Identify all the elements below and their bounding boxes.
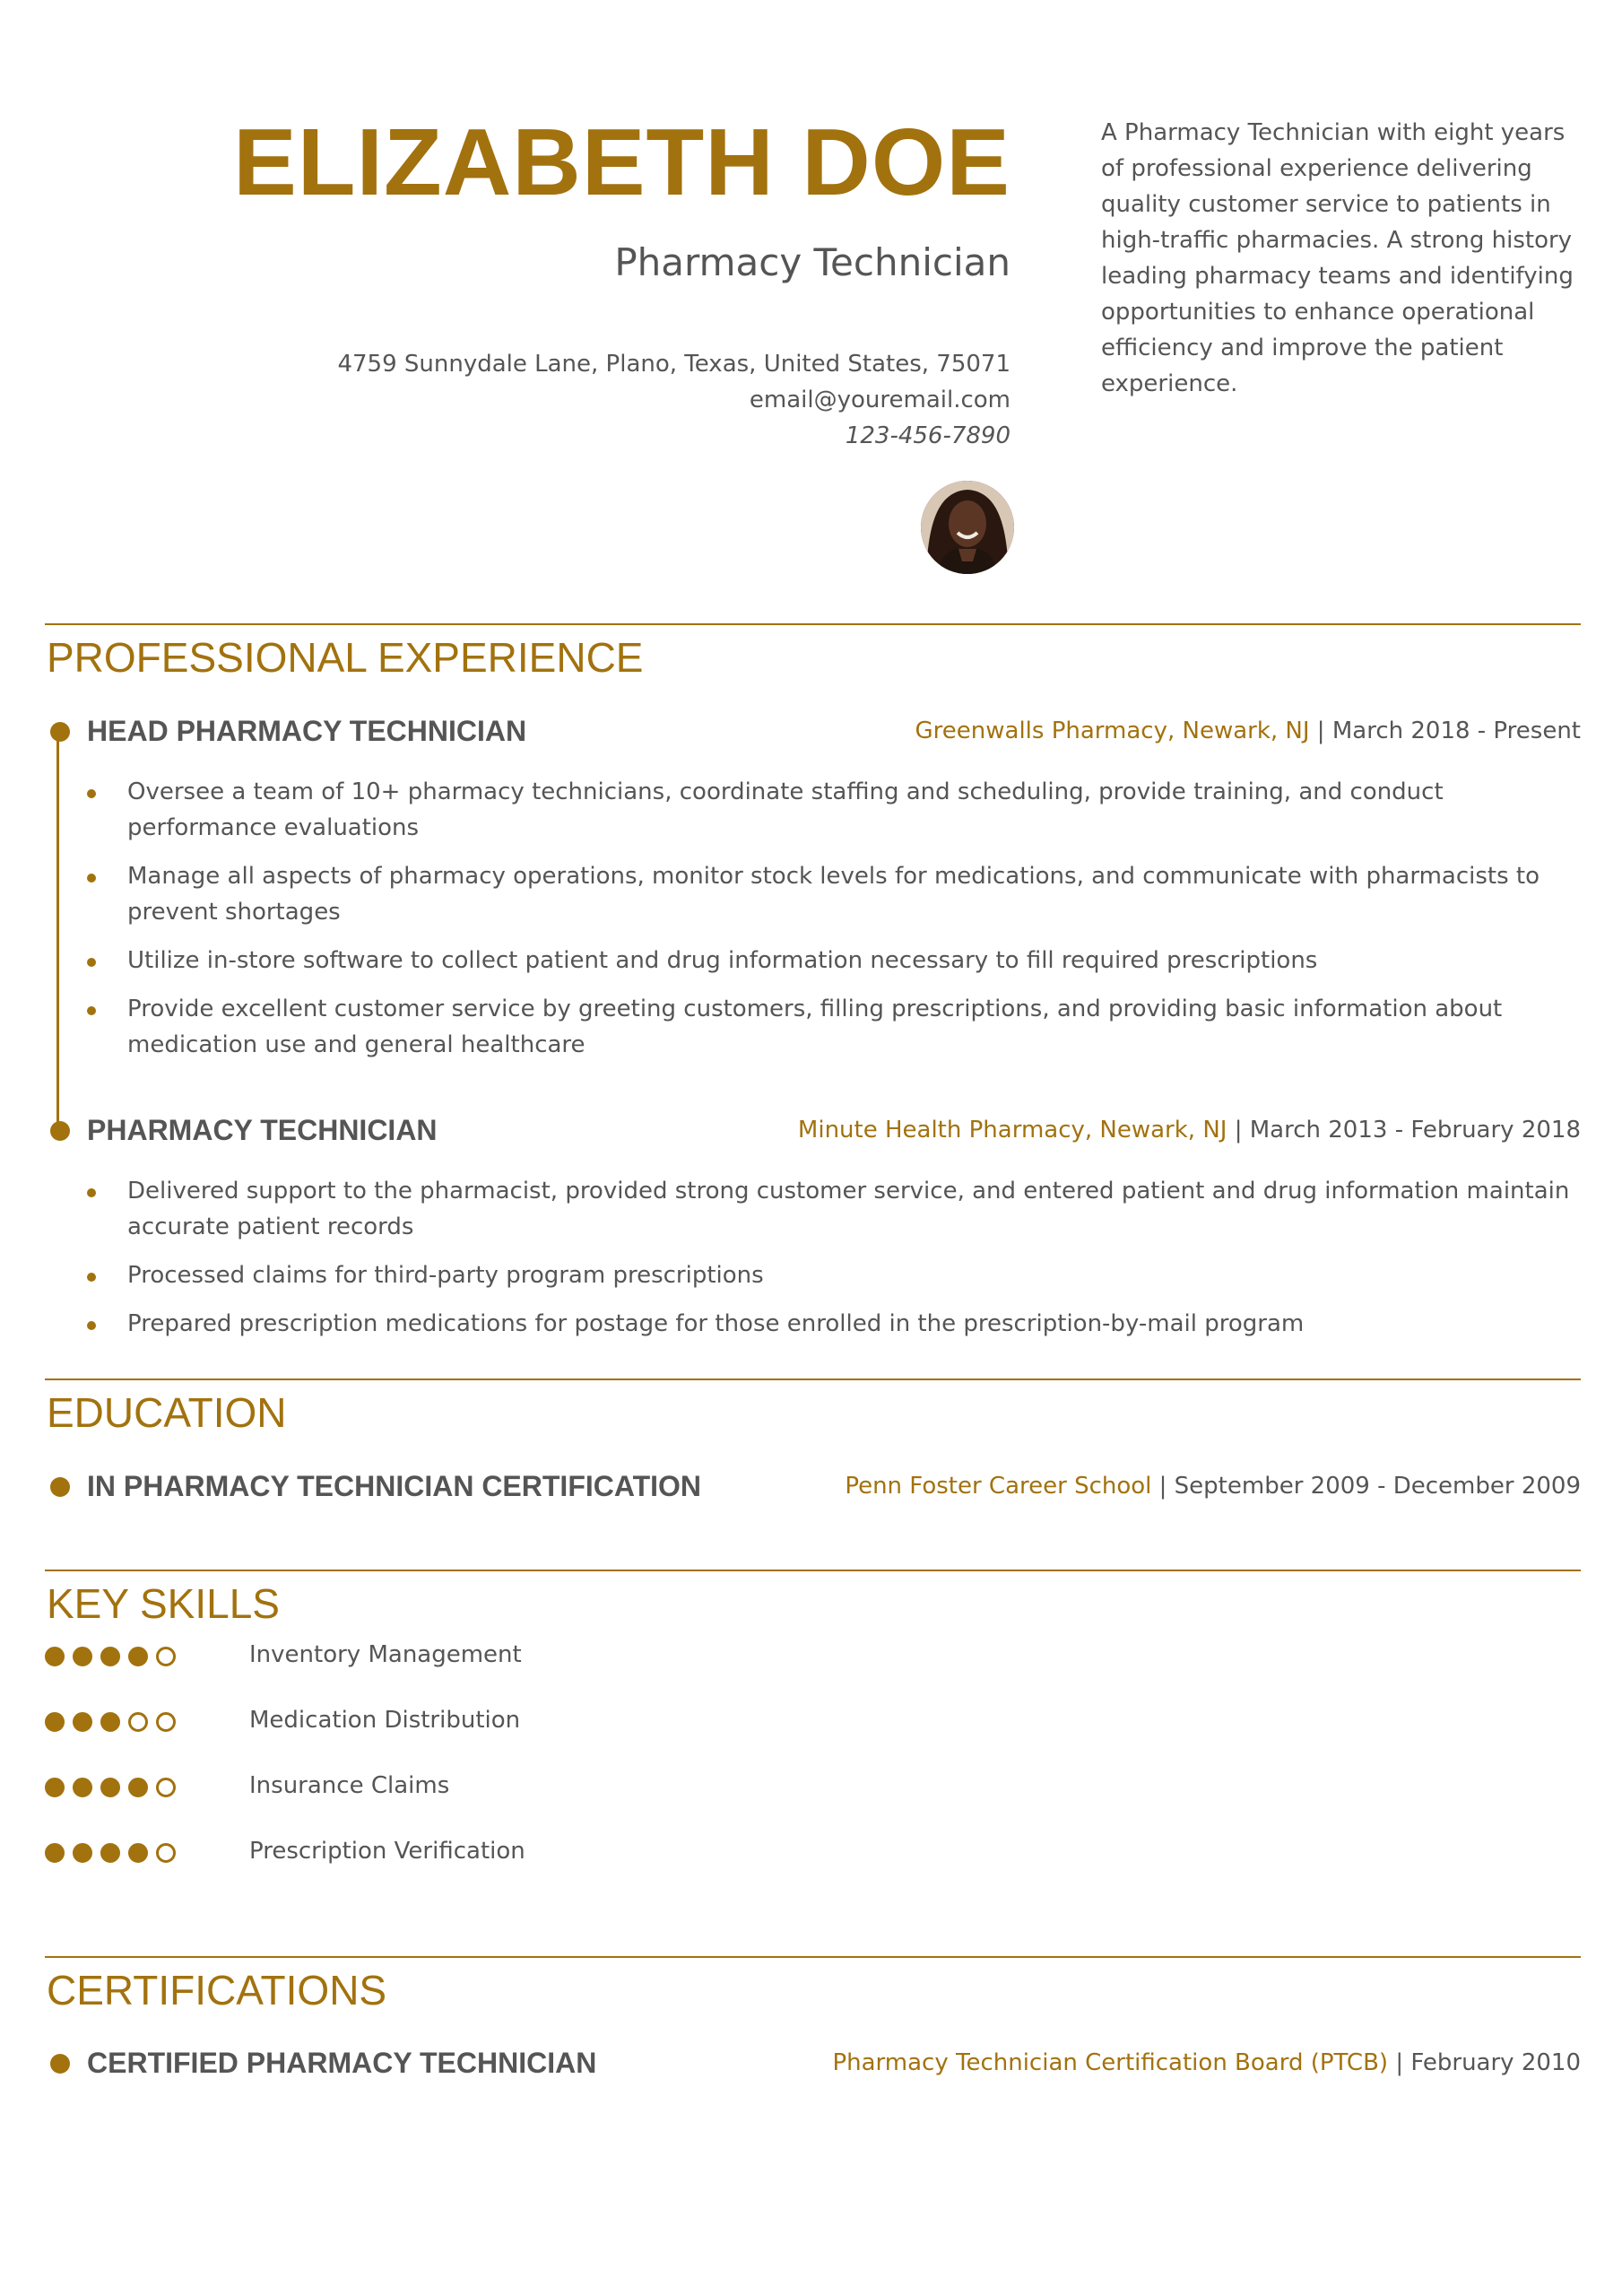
rating-dot-filled: [45, 1647, 65, 1666]
rating-dot-empty: [156, 1712, 176, 1732]
list-item: Delivered support to the pharmacist, provided strong customer service, and entered patient and drug information maintain accurate patient records: [87, 1173, 1583, 1245]
certifications-heading: CERTIFICATIONS: [47, 1967, 387, 2013]
section-divider: [45, 1378, 1581, 1380]
skill-name: Insurance Claims: [249, 1772, 450, 1799]
education-heading: EDUCATION: [47, 1389, 287, 1436]
timeline-dot: [50, 1121, 70, 1141]
certification-meta: [832, 2045, 1581, 2081]
experience-timeline: [56, 731, 59, 1133]
rating-dot-filled: [73, 1843, 92, 1863]
rating-dot-filled: [128, 1843, 148, 1863]
skill-rating: [45, 1778, 176, 1797]
rating-dot-filled: [73, 1647, 92, 1666]
rating-dot-filled: [73, 1778, 92, 1797]
skill-rating: [45, 1647, 176, 1666]
list-item: Prepared prescription medications for postage for those enrolled in the prescription-by-mail program: [87, 1306, 1583, 1342]
skill-name: Medication Distribution: [249, 1707, 521, 1734]
job-meta: [915, 713, 1581, 749]
job-meta: [798, 1112, 1581, 1148]
list-item: Processed claims for third-party program prescriptions: [87, 1257, 1583, 1293]
rating-dot-filled: [128, 1647, 148, 1666]
rating-dot-filled: [100, 1778, 120, 1797]
employer: Greenwalls Pharmacy, Newark, NJ: [915, 718, 1310, 744]
rating-dot-empty: [156, 1778, 176, 1797]
section-divider: [45, 623, 1581, 625]
job-title: HEAD PHARMACY TECHNICIAN: [87, 715, 527, 747]
employer: Minute Health Pharmacy, Newark, NJ: [797, 1117, 1227, 1144]
certification-date: | February 2010: [1388, 2049, 1581, 2076]
rating-dot-filled: [100, 1712, 120, 1732]
profile-photo: [921, 481, 1014, 574]
job-dates: | March 2018 - Present: [1309, 718, 1581, 744]
job-entry-header: [47, 713, 1581, 749]
skill-rating: [45, 1843, 176, 1863]
timeline-dot: [50, 2054, 70, 2074]
rating-dot-filled: [45, 1712, 65, 1732]
rating-dot-empty: [156, 1647, 176, 1666]
job-bullets: [87, 1173, 1583, 1354]
timeline-dot: [50, 1477, 70, 1497]
skill-rating: [45, 1712, 176, 1732]
skill-name: Prescription Verification: [249, 1838, 525, 1865]
education-dates: | September 2009 - December 2009: [1151, 1473, 1581, 1500]
avatar: [921, 481, 1014, 574]
candidate-name: ELIZABETH DOE: [233, 109, 1010, 215]
issuer: Pharmacy Technician Certification Board (PTCB): [832, 2049, 1389, 2076]
address: 4759 Sunnydale Lane, Plano, Texas, United States, 75071: [337, 351, 1010, 378]
email[interactable]: email@youremail.com: [749, 387, 1010, 413]
job-entry-header: [47, 1112, 1581, 1148]
phone[interactable]: 123-456-7890: [845, 422, 1010, 449]
rating-dot-empty: [156, 1843, 176, 1863]
list-item: Provide excellent customer service by greeting customers, filling prescriptions, and providing basic information about medication use and general healthcare: [87, 991, 1583, 1063]
profile-summary: A Pharmacy Technician with eight years of professional experience delivering quality customer service to patients in high-traffic pharmacies. A strong history leading pharmacy teams and identifying opportunities to enhance operational efficiency and improve the patient experience.: [1101, 119, 1574, 397]
job-title: PHARMACY TECHNICIAN: [87, 1114, 438, 1146]
rating-dot-filled: [100, 1843, 120, 1863]
job-dates: | March 2013 - February 2018: [1227, 1117, 1581, 1144]
rating-dot-filled: [45, 1843, 65, 1863]
candidate-title: Pharmacy Technician: [614, 240, 1010, 284]
rating-dot-filled: [45, 1778, 65, 1797]
timeline-dot: [50, 722, 70, 742]
rating-dot-filled: [73, 1712, 92, 1732]
list-item: Oversee a team of 10+ pharmacy technicians, coordinate staffing and scheduling, provide training, and conduct performance evaluations: [87, 774, 1583, 846]
rating-dot-filled: [128, 1778, 148, 1797]
section-divider: [45, 1570, 1581, 1571]
rating-dot-empty: [128, 1712, 148, 1732]
skill-name: Inventory Management: [249, 1641, 522, 1668]
section-divider: [45, 1956, 1581, 1958]
education-entry-header: [47, 1468, 1581, 1504]
certification-title: CERTIFIED PHARMACY TECHNICIAN: [87, 2047, 597, 2079]
contact-block: [337, 346, 1010, 454]
education-meta: [845, 1468, 1581, 1504]
job-bullets: [87, 774, 1583, 1075]
skills-heading: KEY SKILLS: [47, 1580, 280, 1627]
list-item: Utilize in-store software to collect patient and drug information necessary to fill required prescriptions: [87, 943, 1583, 978]
school: Penn Foster Career School: [845, 1473, 1152, 1500]
experience-heading: PROFESSIONAL EXPERIENCE: [47, 634, 644, 681]
certification-entry-header: [47, 2045, 1581, 2081]
rating-dot-filled: [100, 1647, 120, 1666]
list-item: Manage all aspects of pharmacy operations, monitor stock levels for medications, and communicate with pharmacists to prevent shortages: [87, 858, 1583, 930]
degree-title: IN PHARMACY TECHNICIAN CERTIFICATION: [87, 1470, 702, 1502]
